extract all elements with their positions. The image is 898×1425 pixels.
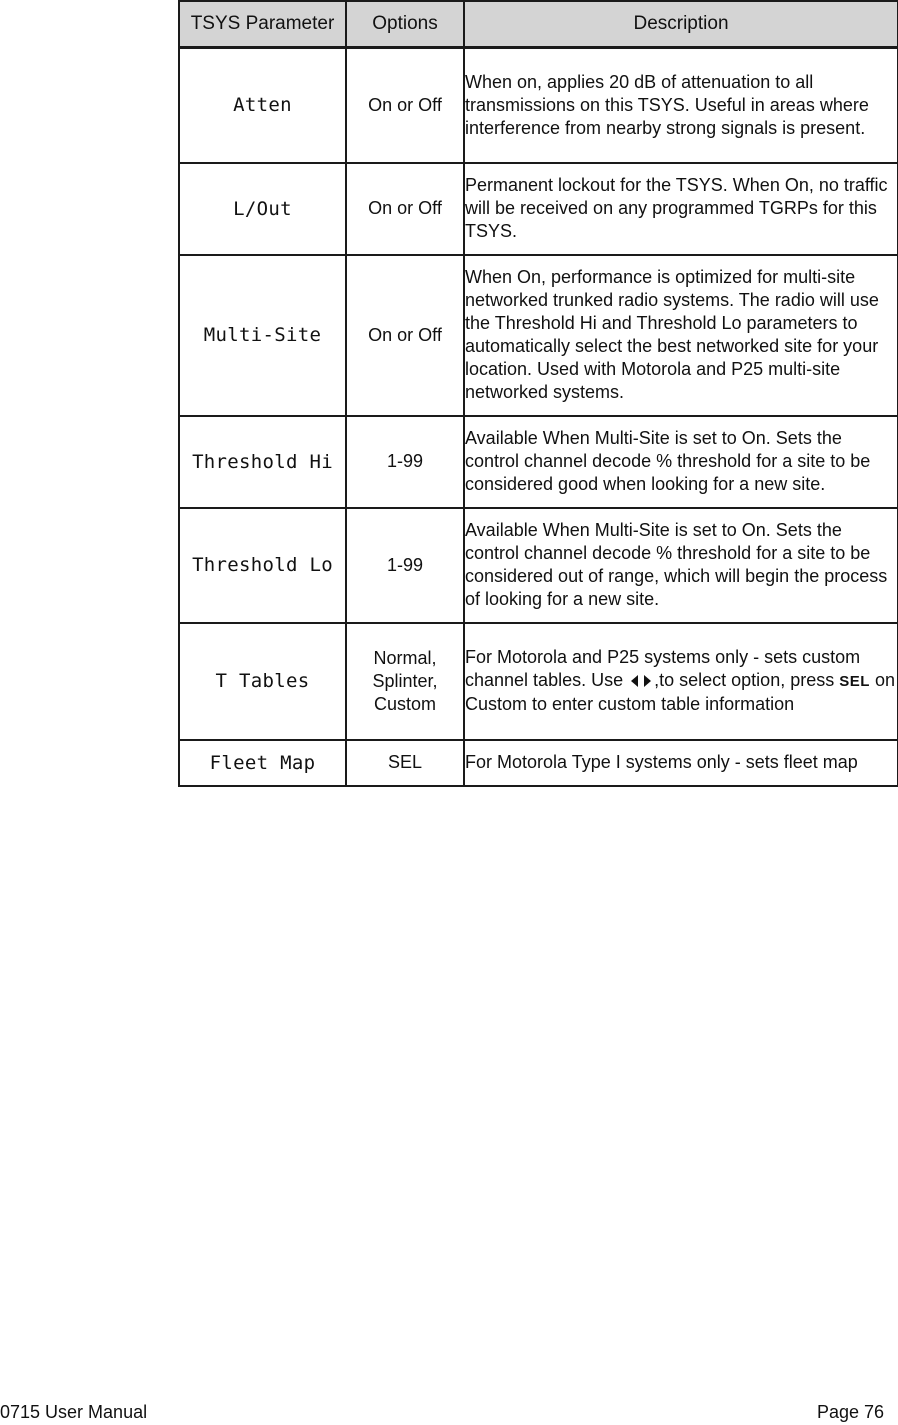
table-row [179,623,898,740]
footer-page-number: Page 76 [816,1402,884,1422]
param-threshold-hi: Threshold Hi [179,416,346,508]
param-multi-site: Multi-Site [179,255,346,416]
description-cell: When on, applies 20 dB of attenuation to all transmissions on this TSYS. Useful in areas where interference from nearby strong signals is present. [464,48,898,163]
description-cell: Permanent lockout for the TSYS. When On, no traffic will be received on any programmed TGRPs for this TSYS. [464,163,898,255]
left-arrow-icon [631,675,638,687]
options-cell: 1-99 [346,508,464,623]
options-cell: SEL [346,740,464,786]
tsys-parameter-table [178,0,898,787]
table-row [179,163,898,255]
table-row [179,416,898,508]
header-options: Options [346,1,464,48]
table-row [179,48,898,163]
description-cell: When On, performance is optimized for multi-site networked trunked radio systems. The radio will use the Threshold Hi and Threshold Lo parameters to automatically select the best networked site for your location. Used with Motorola and P25 multi-site networked systems. [464,255,898,416]
options-cell: On or Off [346,48,464,163]
param-t-tables: T Tables [179,623,346,740]
description-cell: Available When Multi-Site is set to On. Sets the control channel decode % threshold for a site to be considered good when looking for a new site. [464,416,898,508]
desc-text: For Motorola and P25 systems only - sets custom channel tables. Use [465,647,861,690]
desc-text: ,to select option, press [654,670,835,690]
table-header-row [179,1,898,48]
options-cell: 1-99 [346,416,464,508]
description-cell: Available When Multi-Site is set to On. Sets the control channel decode % threshold for a site to be considered out of range, which will begin the process of looking for a new site. [464,508,898,623]
description-cell [464,623,898,740]
right-arrow-icon [644,675,651,687]
desc-text: on Custom to enter custom table information [465,670,895,714]
param-lockout: L/Out [179,163,346,255]
options-cell: Normal, Splinter, Custom [346,623,464,740]
header-description: Description [464,1,898,48]
param-threshold-lo: Threshold Lo [179,508,346,623]
param-atten: Atten [179,48,346,163]
header-tsys-parameter: TSYS Parameter [179,1,346,48]
options-cell: On or Off [346,163,464,255]
param-fleet-map: Fleet Map [179,740,346,786]
table-row [179,740,898,786]
description-cell: For Motorola Type I systems only - sets fleet map [464,740,898,786]
footer-manual-title: 0715 User Manual [0,1402,148,1422]
options-cell: On or Off [346,255,464,416]
table-row [179,508,898,623]
sel-key-label: SEL [839,673,870,690]
table-row [179,255,898,416]
